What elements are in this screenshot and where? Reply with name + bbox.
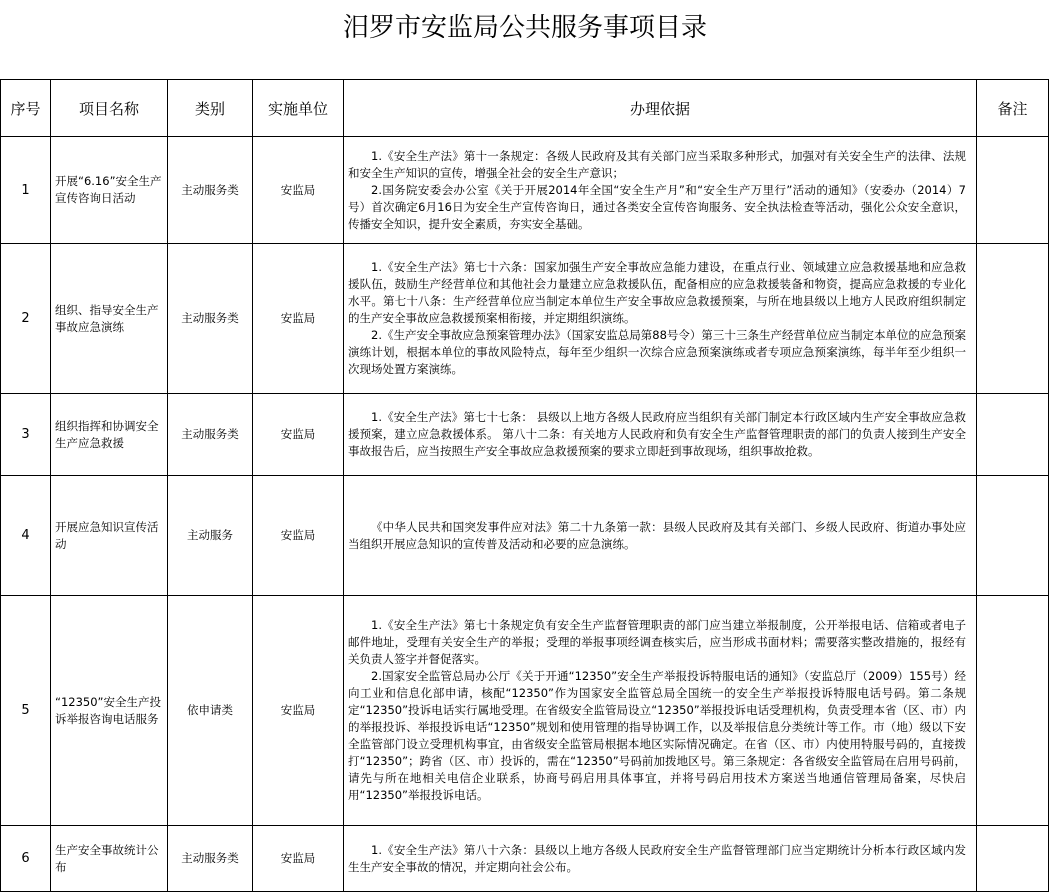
service-table — [0, 79, 1049, 892]
row-unit: 安监局 — [253, 596, 344, 826]
header-name: 项目名称 — [51, 80, 168, 137]
row-remark — [977, 596, 1049, 826]
row-unit: 安监局 — [253, 394, 344, 476]
table-header-row — [1, 80, 1049, 137]
table-row — [1, 394, 1049, 476]
row-category: 主动服务类 — [168, 826, 253, 892]
row-name: 组织、指导安全生产事故应急演练 — [51, 244, 168, 394]
row-name: “12350”安全生产投诉举报咨询电话服务 — [51, 596, 168, 826]
row-name: 开展“6.16”安全生产宣传咨询日活动 — [51, 137, 168, 244]
row-category: 依申请类 — [168, 596, 253, 826]
row-category: 主动服务类 — [168, 244, 253, 394]
table-row — [1, 476, 1049, 596]
row-name: 开展应急知识宣传活动 — [51, 476, 168, 596]
row-basis — [344, 244, 977, 394]
row-index: 5 — [1, 596, 51, 826]
row-name: 组织指挥和协调安全生产应急救援 — [51, 394, 168, 476]
header-category: 类别 — [168, 80, 253, 137]
row-basis — [344, 476, 977, 596]
header-remark: 备注 — [977, 80, 1049, 137]
row-name: 生产安全事故统计公布 — [51, 826, 168, 892]
row-index: 3 — [1, 394, 51, 476]
basis-paragraph: 2.《生产安全事故应急预案管理办法》（国家安监总局第88号令）第三十三条生产经营单位应当制定本单位的应急预案演练计划，根据本单位的事故风险特点，每年至少组织一次综合应急预案演练或者专项应急预案演练，每半年至少组织一次现场处置方案演练。 — [348, 328, 966, 376]
row-category: 主动服务 — [168, 476, 253, 596]
row-index: 2 — [1, 244, 51, 394]
row-basis — [344, 596, 977, 826]
basis-paragraph: 1.《安全生产法》第八十六条：县级以上地方各级人民政府安全生产监督管理部门应当定期统计分析本行政区域内发生生产安全事故的情况，并定期向社会公布。 — [348, 842, 966, 874]
row-remark — [977, 244, 1049, 394]
table-row — [1, 137, 1049, 244]
basis-paragraph: 《中华人民共和国突发事件应对法》第二十九条第一款：县级人民政府及其有关部门、乡级人民政府、街道办事处应当组织开展应急知识的宣传普及活动和必要的应急演练。 — [348, 519, 966, 551]
basis-paragraph: 1.《安全生产法》第七十七条： 县级以上地方各级人民政府应当组织有关部门制定本行政区域内生产安全事故应急救援预案，建立应急救援体系。 第八十二条：有关地方人民政府和负有安全生产监督管理职责的部门的负责人接到生产安全事故报告后，应当按照生产安全事故应急救援预案的要求立即赶到事故现场，组织事故抢救。 — [348, 410, 966, 458]
row-index: 1 — [1, 137, 51, 244]
row-index: 6 — [1, 826, 51, 892]
row-unit: 安监局 — [253, 137, 344, 244]
row-unit: 安监局 — [253, 826, 344, 892]
basis-paragraph: 1.《安全生产法》第十一条规定：各级人民政府及其有关部门应当采取多种形式，加强对有关安全生产的法律、法规和安全生产知识的宣传，增强全社会的安全生产意识； — [348, 148, 966, 180]
table-row — [1, 596, 1049, 826]
row-category: 主动服务类 — [168, 137, 253, 244]
header-unit: 实施单位 — [253, 80, 344, 137]
row-unit: 安监局 — [253, 476, 344, 596]
row-basis — [344, 826, 977, 892]
header-basis: 办理依据 — [344, 80, 977, 137]
table-row — [1, 826, 1049, 892]
row-remark — [977, 394, 1049, 476]
basis-paragraph: 1.《安全生产法》第七十条规定负有安全生产监督管理职责的部门应当建立举报制度，公开举报电话、信箱或者电子邮件地址，受理有关安全生产的举报；受理的举报事项经调查核实后，应当形成书面材料；需要落实整改措施的，报经有关负责人签字并督促落实。 — [348, 618, 966, 666]
row-remark — [977, 476, 1049, 596]
page-title: 汨罗市安监局公共服务事项目录 — [342, 12, 707, 43]
row-basis — [344, 394, 977, 476]
row-remark — [977, 826, 1049, 892]
table-row — [1, 244, 1049, 394]
row-unit: 安监局 — [253, 244, 344, 394]
basis-paragraph: 1.《安全生产法》第七十六条：国家加强生产安全事故应急能力建设，在重点行业、领域建立应急救援基地和应急救援队伍，鼓励生产经营单位和其他社会力量建立应急救援队伍，配备相应的应急救援装备和物资，提高应急救援的专业化水平。第七十八条：生产经营单位应当制定本单位生产安全事故应急救援预案，与所在地县级以上地方人民政府组织制定的生产安全事故应急救援预案相衔接，并定期组织演练。 — [348, 260, 966, 325]
row-category: 主动服务类 — [168, 394, 253, 476]
row-index: 4 — [1, 476, 51, 596]
row-basis — [344, 137, 977, 244]
basis-paragraph: 2.国家安全监管总局办公厅《关于开通“12350”安全生产举报投诉特服电话的通知》（安监总厅（2009）155号）经向工业和信息化部申请，核配“12350”作为国家安全监管总局全国统一的安全生产举报投诉特服电话号码。第二条规定“12350”投诉电话实行属地受理。在省级安全监管局设立“12350”举报投诉电话受理机构，负责受理本省（区、市）内的举报投诉、举报投诉电话“12350”规划和使用管理的指导协调工作，以及举报信息分类统计等工作。市（地）级以下安全监管部门设立受理机构事宜，由省级安全监管局根据本地区实际情况确定。在省（区、市）内使用特服号码的，直接拨打“12350”；跨省（区、市）投诉的，需在“12350”号码前加拨地区号。第三条规定：各省级安全监管局在启用号码前，请先与所在地相关电信企业联系，协商号码启用具体事宜，并将号码启用技术方案送当地通信管理局备案，尽快启用“12350”举报投诉电话。 — [348, 669, 966, 802]
header-index: 序号 — [1, 80, 51, 137]
row-remark — [977, 137, 1049, 244]
basis-paragraph: 2.国务院安委会办公室《关于开展2014年全国“安全生产月”和“安全生产万里行”活动的通知》（安委办（2014）7号）首次确定6月16日为安全生产宣传咨询日，通过各类安全宣传咨询服务、安全执法检查等活动，强化公众安全意识，传播安全知识，提升安全素质，夯实安全基础。 — [348, 182, 966, 231]
